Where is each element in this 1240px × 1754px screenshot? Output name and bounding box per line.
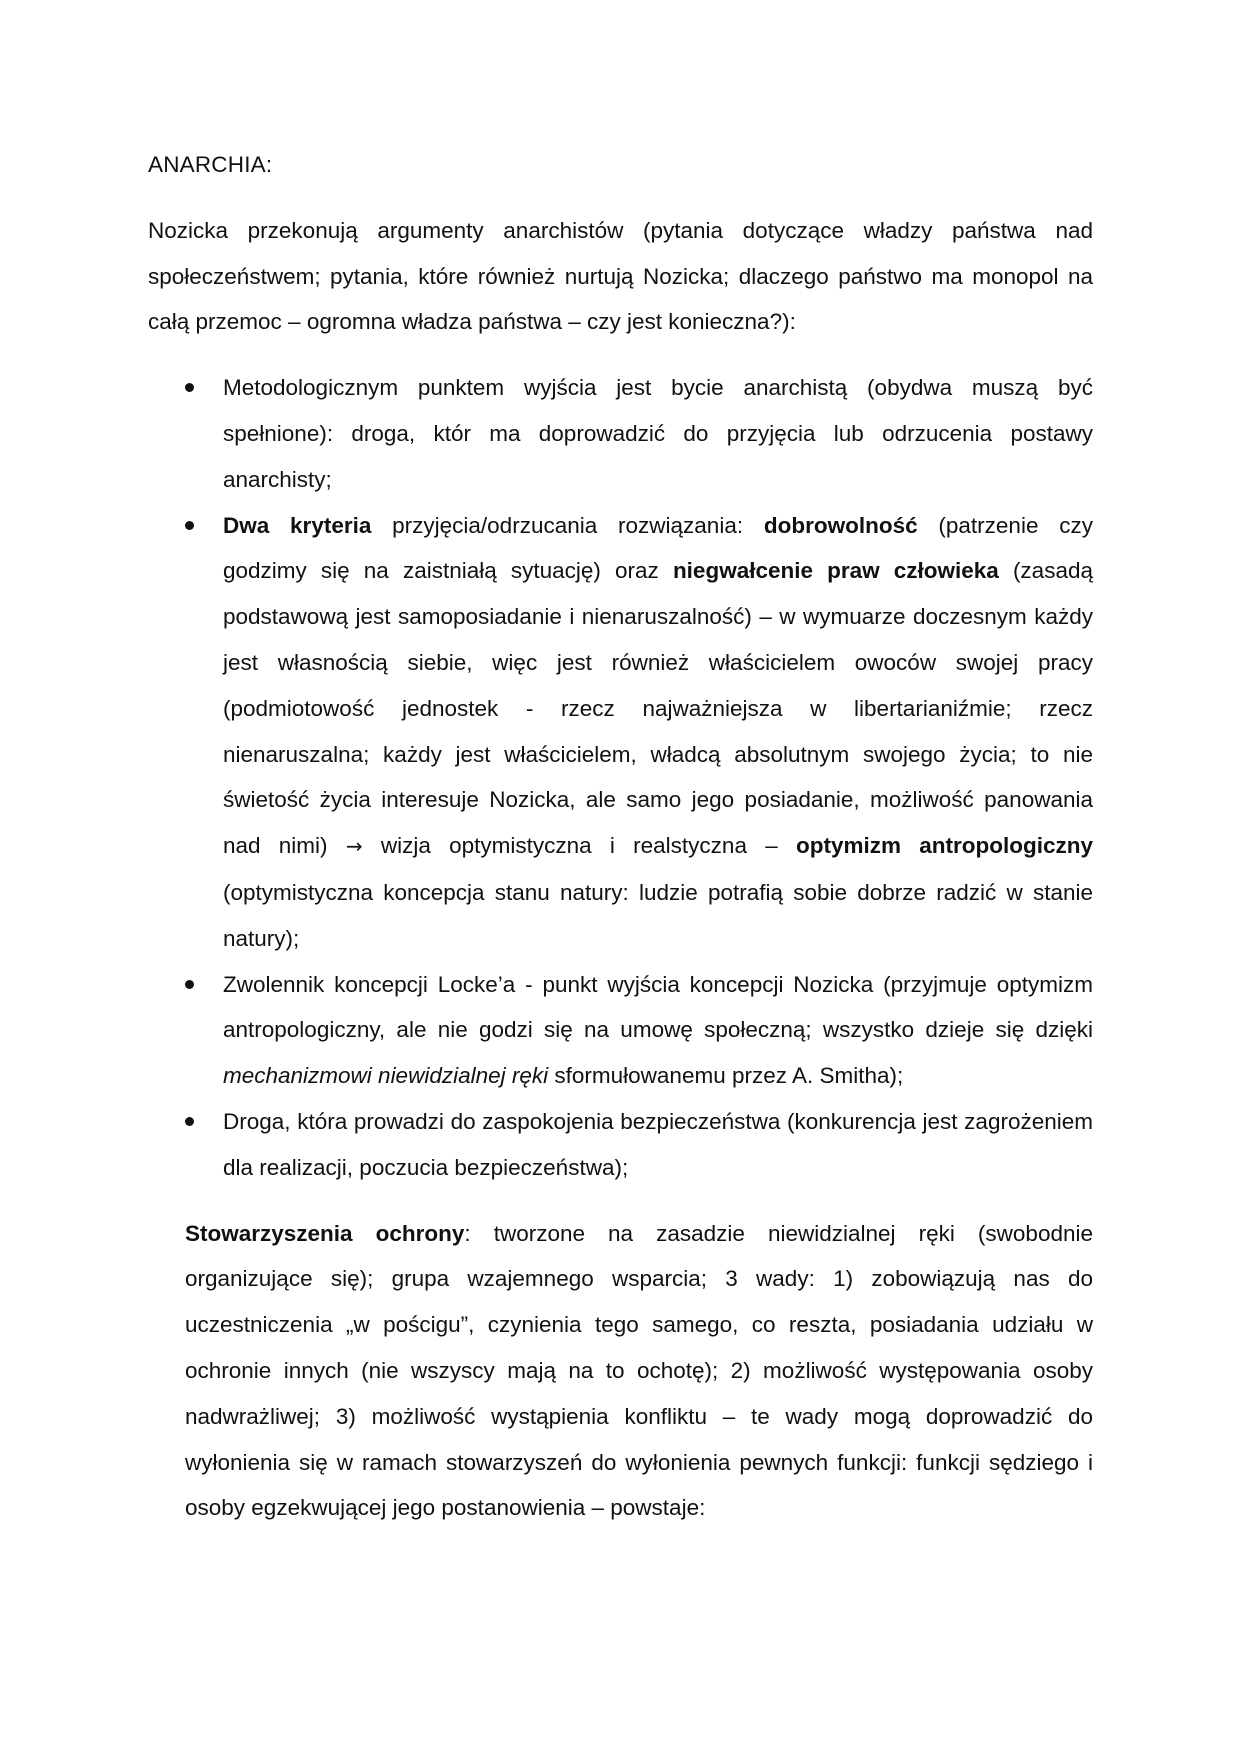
bullet-item-security: [223, 1099, 1093, 1191]
bold-term: dobrowolność: [763, 512, 918, 538]
arrow-right-icon: →: [345, 834, 363, 859]
bullet-text: sformułowanemu przez A. Smitha);: [548, 1063, 904, 1089]
bold-term: optymizm antropologiczny: [795, 833, 1093, 859]
bold-term: Dwa kryteria: [223, 512, 372, 538]
bullet-text: przyjęcia/odrzucania rozwiązania:: [371, 512, 764, 538]
intro-paragraph: Nozicka przekonują argumenty anarchistów (pytania dotyczące władzy państwa nad społeczeństwem; pytania, które również nurtują Nozicka; dlaczego państwo ma monopol na całą przemoc – ogromna władza państwa – czy jest konieczna?):: [148, 217, 1093, 335]
bullet-text: (zasadą podstawową jest samoposiadanie i nienaruszalność) – w wymuarze doczesnym każdy jest własnością siebie, więc jest również właścicielem owoców swojej pracy (podmiotowość jednostek - rzecz najważniejsza w libertarianiźmie; rzecz nienaruszalna; każdy jest właścicielem, władcą absolutnym swojego życia; to nie świetość życia interesuje Nozicka, ale samo jego posiadanie, możliwość panowania nad nimi): [223, 558, 1093, 859]
bullet-icon: [185, 980, 194, 989]
bullet-text: Metodologicznym punktem wyjścia jest bycie anarchistą (obydwa muszą być spełnione): droga, któr ma doprowadzić do przyjęcia lub odrzucenia postawy anarchisty;: [223, 375, 1093, 492]
italic-term: mechanizmowi niewidzialnej ręki: [223, 1063, 549, 1089]
bullet-item-methodology: [223, 365, 1093, 502]
bullet-icon: [185, 1117, 194, 1126]
bold-term: Stowarzyszenia ochrony: [185, 1220, 465, 1246]
bullet-item-locke: [223, 962, 1093, 1099]
bullet-text: (patrzenie czy godzimy się na zaistniałą sytuację) oraz: [223, 512, 1093, 584]
bullet-icon: [185, 521, 194, 530]
bullet-icon: [185, 383, 194, 392]
bullet-list: [148, 365, 1093, 1190]
closing-text: : tworzone na zasadzie niewidzialnej ręki (swobodnie organizujące się); grupa wzajemnego wsparcia; 3 wady: 1) zobowiązują nas do uczestniczenia „w pościgu”, czynienia tego samego, co reszta, posiadania udziału w ochronie innych (nie wszyscy mają na to ochotę); 2) możliwość występowania osoby nadwrażliwej; 3) możliwość wystąpienia konfliktu – te wady mogą doprowadzić do wyłonienia się w ramach stowarzyszeń do wyłonienia pewnych funkcji: funkcji sędziego i osoby egzekwującej jego postanowienia – powstaje:: [185, 1220, 1093, 1521]
bullet-text: Droga, która prowadzi do zaspokojenia bezpieczeństwa (konkurencja jest zagrożeniem dla realizacji, poczucia bezpieczeństwa);: [223, 1108, 1093, 1180]
section-heading: ANARCHIA:: [148, 152, 273, 177]
bullet-text: wizja optymistyczna i realstyczna –: [362, 833, 796, 859]
bold-term: niegwałcenie praw człowieka: [672, 558, 999, 584]
document-body: [148, 142, 1093, 1531]
bullet-text: Zwolennik koncepcji Locke’a - punkt wyjścia koncepcji Nozicka (przyjmuje optymizm antropologiczny, ale nie godzi się na umowę społeczną; wszystko dzieje się dzięki: [223, 971, 1093, 1043]
closing-paragraph: [185, 1211, 1093, 1532]
bullet-text: (optymistyczna koncepcja stanu natury: ludzie potrafią sobie dobrze radzić w stanie natury);: [223, 879, 1093, 951]
bullet-item-criteria: [223, 503, 1093, 962]
